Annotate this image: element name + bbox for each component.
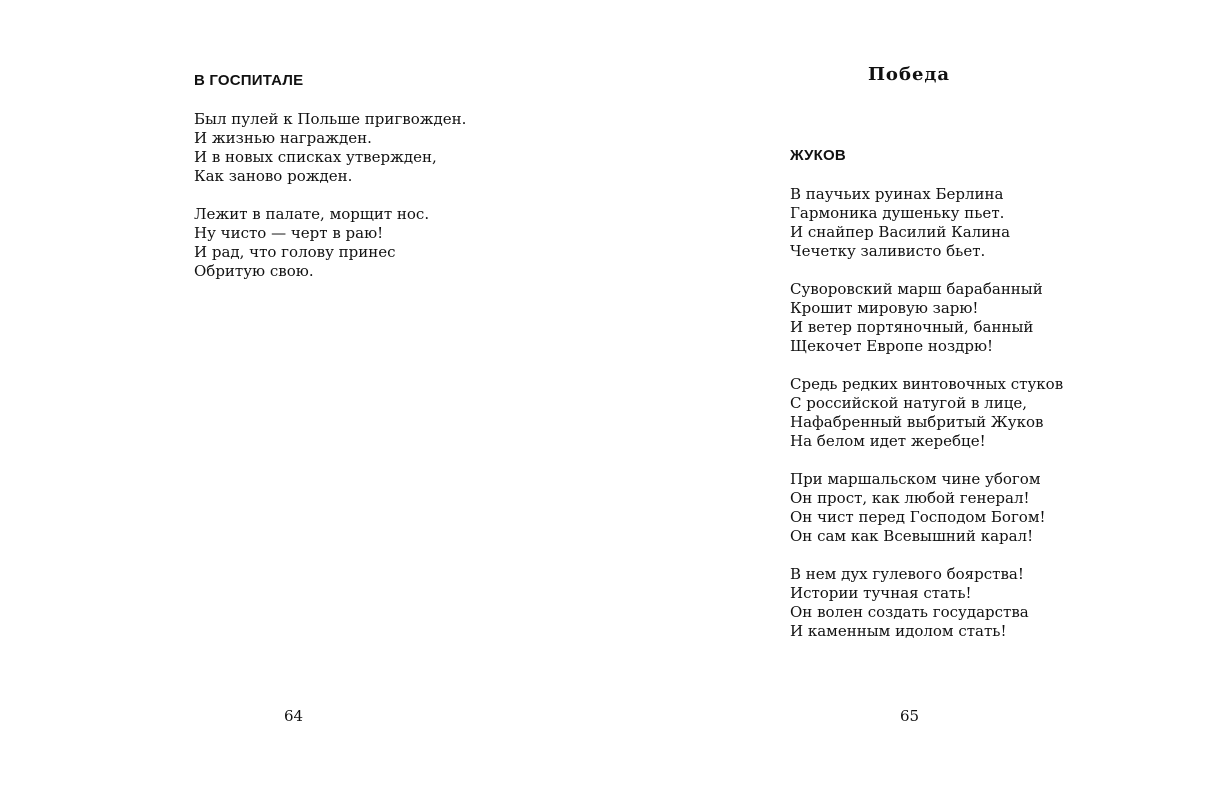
- stanza: [790, 470, 1063, 546]
- poem-line: Он прост, как любой генерал!: [790, 489, 1030, 507]
- poem-line: С российской натугой в лице,: [790, 394, 1027, 412]
- poem-line: И каменным идолом стать!: [790, 622, 1007, 640]
- right-page: [606, 0, 1212, 800]
- poem-line: Истории тучная стать!: [790, 584, 972, 602]
- stanza: [790, 280, 1063, 356]
- poem-line: Щекочет Европе ноздрю!: [790, 337, 994, 355]
- poem-line: В нем дух гулевого боярства!: [790, 565, 1024, 583]
- poem-line: Гармоника душеньку пьет.: [790, 204, 1005, 222]
- stanza: [194, 205, 466, 281]
- poem-line: При маршальском чине убогом: [790, 470, 1041, 488]
- stanza: [790, 565, 1063, 641]
- stanza: [790, 375, 1063, 451]
- page-number: 64: [284, 707, 304, 725]
- poem-line: Средь редких винтовочных стуков: [790, 375, 1064, 393]
- poem-line: Он чист перед Господом Богом!: [790, 508, 1046, 526]
- poem-title: ЖУКОВ: [790, 147, 846, 164]
- poem-line: Был пулей к Польше пригвожден.: [194, 110, 467, 128]
- stanza: [790, 185, 1063, 261]
- poem-line: И жизнью награжден.: [194, 129, 372, 147]
- poem-line: И в новых списках утвержден,: [194, 148, 437, 166]
- poem-line: Нафабренный выбритый Жуков: [790, 413, 1044, 431]
- poem-line: Крошит мировую зарю!: [790, 299, 979, 317]
- poem-line: И снайпер Василий Калина: [790, 223, 1011, 241]
- poem-body: [790, 185, 1063, 660]
- poem-line: Лежит в палате, морщит нос.: [194, 205, 430, 223]
- page-number: 65: [900, 707, 920, 725]
- section-title: Победа: [867, 64, 951, 85]
- poem-line: Обритую свою.: [194, 262, 314, 280]
- poem-body: [194, 110, 466, 300]
- poem-line: Суворовский марш барабанный: [790, 280, 1043, 298]
- poem-line: И ветер портяночный, банный: [790, 318, 1034, 336]
- poem-line: На белом идет жеребце!: [790, 432, 986, 450]
- poem-line: Ну чисто — черт в раю!: [194, 224, 384, 242]
- poem-line: В паучьих руинах Берлина: [790, 185, 1004, 203]
- stanza: [194, 110, 466, 186]
- poem-line: Он волен создать государства: [790, 603, 1029, 621]
- poem-line: Он сам как Всевышний карал!: [790, 527, 1034, 545]
- poem-title: В ГОСПИТАЛЕ: [194, 72, 304, 89]
- poem-line: И рад, что голову принес: [194, 243, 396, 261]
- poem-line: Чечетку заливисто бьет.: [790, 242, 986, 260]
- poem-line: Как заново рожден.: [194, 167, 353, 185]
